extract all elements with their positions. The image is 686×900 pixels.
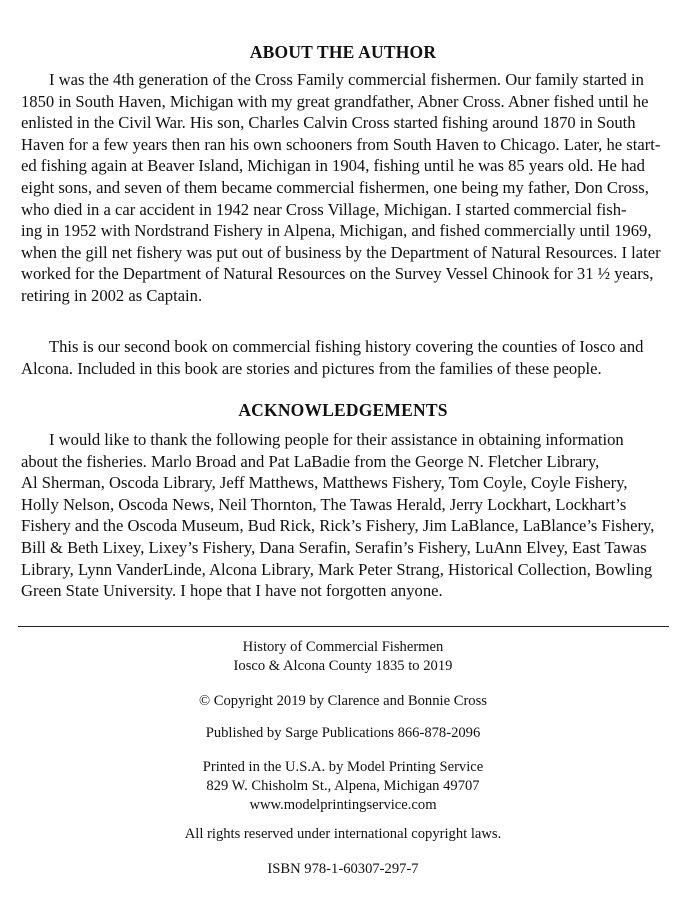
text-line: retiring in 2002 as Captain. <box>21 285 203 305</box>
printer-name: Printed in the U.S.A. by Model Printing Service <box>202 759 484 775</box>
text-line: Fishery and the Oscoda Museum, Bud Rick, Rick’s Fishery, Jim LaBlance, LaBlance’s Fishery, <box>21 516 655 536</box>
text-line: who died in a car accident in 1942 near Cross Village, Michigan. I started commercial fish- <box>21 199 627 219</box>
publisher-line: Published by Sarge Publications 866-878-2096 <box>205 725 481 741</box>
about-author-paragraph <box>21 69 661 307</box>
acknowledgements-paragraph <box>21 429 661 602</box>
rights-line: All rights reserved under international copyright laws. <box>184 826 502 842</box>
text-line: Al Sherman, Oscoda Library, Jeff Matthews, Matthews Fishery, Tom Coyle, Coyle Fishery, <box>21 473 628 493</box>
second-book-paragraph <box>21 336 661 379</box>
book-title-block <box>0 638 686 676</box>
text-line: Holly Nelson, Oscoda News, Neil Thornton, The Tawas Herald, Jerry Lockhart, Lockhart’s <box>21 494 627 514</box>
section-divider <box>18 626 669 627</box>
acknowledgements-heading: ACKNOWLEDGEMENTS <box>238 400 448 420</box>
text-line: This is our second book on commercial fishing history covering the counties of Iosco and <box>49 337 644 356</box>
text-line: ing in 1952 with Nordstrand Fishery in Alpena, Michigan, and fished commercially until 1969, <box>21 221 652 241</box>
text-line: Bill & Beth Lixey, Lixey’s Fishery, Dana Serafin, Serafin’s Fishery, LuAnn Elvey, East Tawas <box>21 537 647 557</box>
printer-address: 829 W. Chisholm St., Alpena, Michigan 49707 <box>206 777 480 794</box>
publisher-notice <box>0 724 686 743</box>
text-line: Library, Lynn VanderLinde, Alcona Library, Mark Peter Strang, Historical Collection, Bowling <box>21 559 653 579</box>
text-line: I was the 4th generation of the Cross Family commercial fishermen. Our family started in <box>49 70 644 89</box>
about-author-heading: ABOUT THE AUTHOR <box>249 42 437 62</box>
book-subtitle: Iosco & Alcona County 1835 to 2019 <box>233 657 453 674</box>
printer-block <box>0 758 686 814</box>
text-line: Haven for a few years then ran his own schooners from South Haven to Chicago. Later, he start- <box>21 134 661 154</box>
text-line: 1850 in South Haven, Michigan with my great grandfather, Abner Cross. Abner fished until he <box>21 91 649 111</box>
isbn-notice <box>0 860 686 879</box>
text-line: I would like to thank the following people for their assistance in obtaining information <box>49 430 624 449</box>
text-line: worked for the Department of Natural Resources on the Survey Vessel Chinook for 31 ½ years, <box>21 264 654 284</box>
isbn-line: ISBN 978-1-60307-297-7 <box>267 861 419 877</box>
text-line: ed fishing again at Beaver Island, Michigan in 1904, fishing until he was 85 years old. He had <box>21 156 645 176</box>
text-line: when the gill net fishery was put out of business by the Department of Natural Resources. I later <box>21 242 661 262</box>
text-line: enlisted in the Civil War. His son, Charles Calvin Cross started fishing around 1870 in South <box>21 113 636 133</box>
text-line: about the fisheries. Marlo Broad and Pat LaBadie from the George N. Fletcher Library, <box>21 451 600 471</box>
copyright-line: © Copyright 2019 by Clarence and Bonnie Cross <box>199 693 487 709</box>
text-line: eight sons, and seven of them became commercial fishermen, one being my father, Don Cross, <box>21 177 649 197</box>
text-line: Green State University. I hope that I have not forgotten anyone. <box>21 581 443 601</box>
printer-website: www.modelprintingservice.com <box>249 796 437 813</box>
book-title: History of Commercial Fishermen <box>242 639 444 655</box>
copyright-notice <box>0 692 686 711</box>
rights-notice <box>0 825 686 844</box>
text-line: Alcona. Included in this book are stories and pictures from the families of these people. <box>21 358 602 378</box>
